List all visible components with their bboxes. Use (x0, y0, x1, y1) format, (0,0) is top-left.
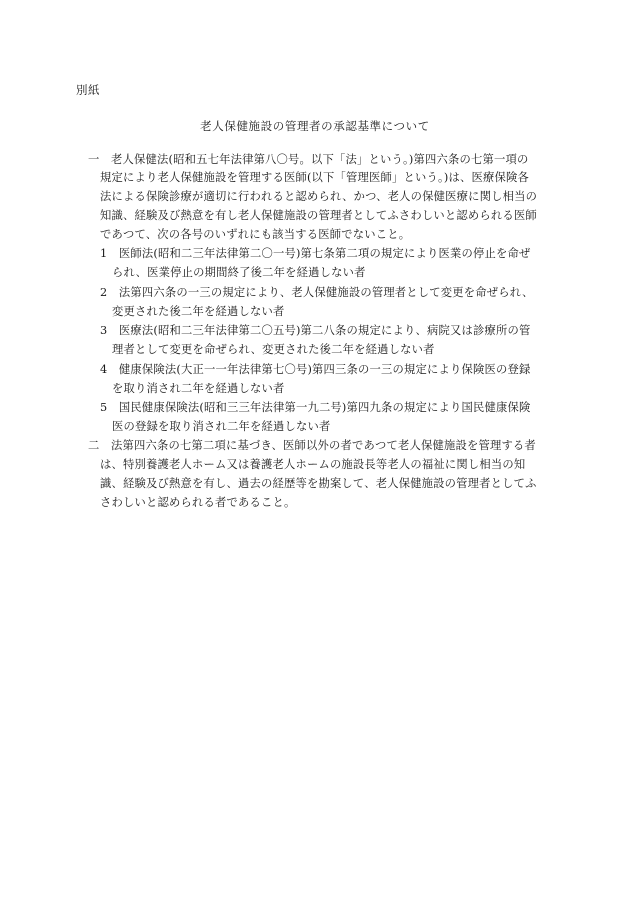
item-2-line-2: 変更された後二年を経過しない者 (112, 305, 285, 318)
section-2-line-3: 識、経験及び熱意を有し、過去の経歴等を勘案して、老人保健施設の管理者としてふ (100, 477, 537, 490)
section-1-line-5: であつて、次の各号のいずれにも該当する医師でないこと。 (100, 228, 411, 241)
item-1-line-1: 1 医師法(昭和二三年法律第二〇一号)第七条第二項の規定により医業の停止を命ぜ (100, 247, 531, 260)
item-4-line-2: を取り消され二年を経過しない者 (112, 382, 285, 395)
item-5-line-2: 医の登録を取り消され二年を経過しない者 (112, 420, 331, 433)
section-2-line-2: は、特別養護老人ホーム又は養護老人ホームの施設長等老人の福祉に関し相当の知 (100, 458, 526, 471)
item-5-line-1: 5 国民健康保険法(昭和三三年法律第一九二号)第四九条の規定により国民健康保険 (100, 401, 531, 414)
section-1-line-2: 規定により老人保健施設を管理する医師(以下「管理医師」という。)は、医療保険各 (100, 171, 529, 184)
item-1-line-2: られ、医業停止の期間終了後二年を経過しない者 (112, 266, 366, 279)
section-1-line-1: 一 老人保健法(昭和五七年法律第八〇号。以下「法」という。)第四六条の七第一項の (88, 153, 529, 166)
attachment-label: 別紙 (76, 83, 100, 97)
section-2-line-4: さわしいと認められる者であること。 (100, 496, 296, 509)
item-3-line-2: 理者として変更を命ぜられ、変更された後二年を経過しない者 (112, 343, 435, 356)
section-1-line-4: 知識、経験及び熱意を有し老人保健施設の管理者としてふさわしいと認められる医師 (100, 209, 537, 222)
section-1-line-3: 法による保険診療が適切に行われると認められ、かつ、老人の保健医療に関し相当の (100, 190, 538, 203)
item-3-line-1: 3 医療法(昭和二三年法律第二〇五号)第二八条の規定により、病院又は診療所の管 (100, 324, 531, 337)
document-title: 老人保健施設の管理者の承認基準について (200, 119, 430, 133)
item-2-line-1: 2 法第四六条の一三の規定により、老人保健施設の管理者として変更を命ぜられ、 (100, 286, 534, 299)
item-4-line-1: 4 健康保険法(大正一一年法律第七〇号)第四三条の一三の規定により保険医の登録 (100, 363, 531, 376)
section-2-line-1: 二 法第四六条の七第二項に基づき、医師以外の者であつて老人保健施設を管理する者 (88, 439, 536, 452)
